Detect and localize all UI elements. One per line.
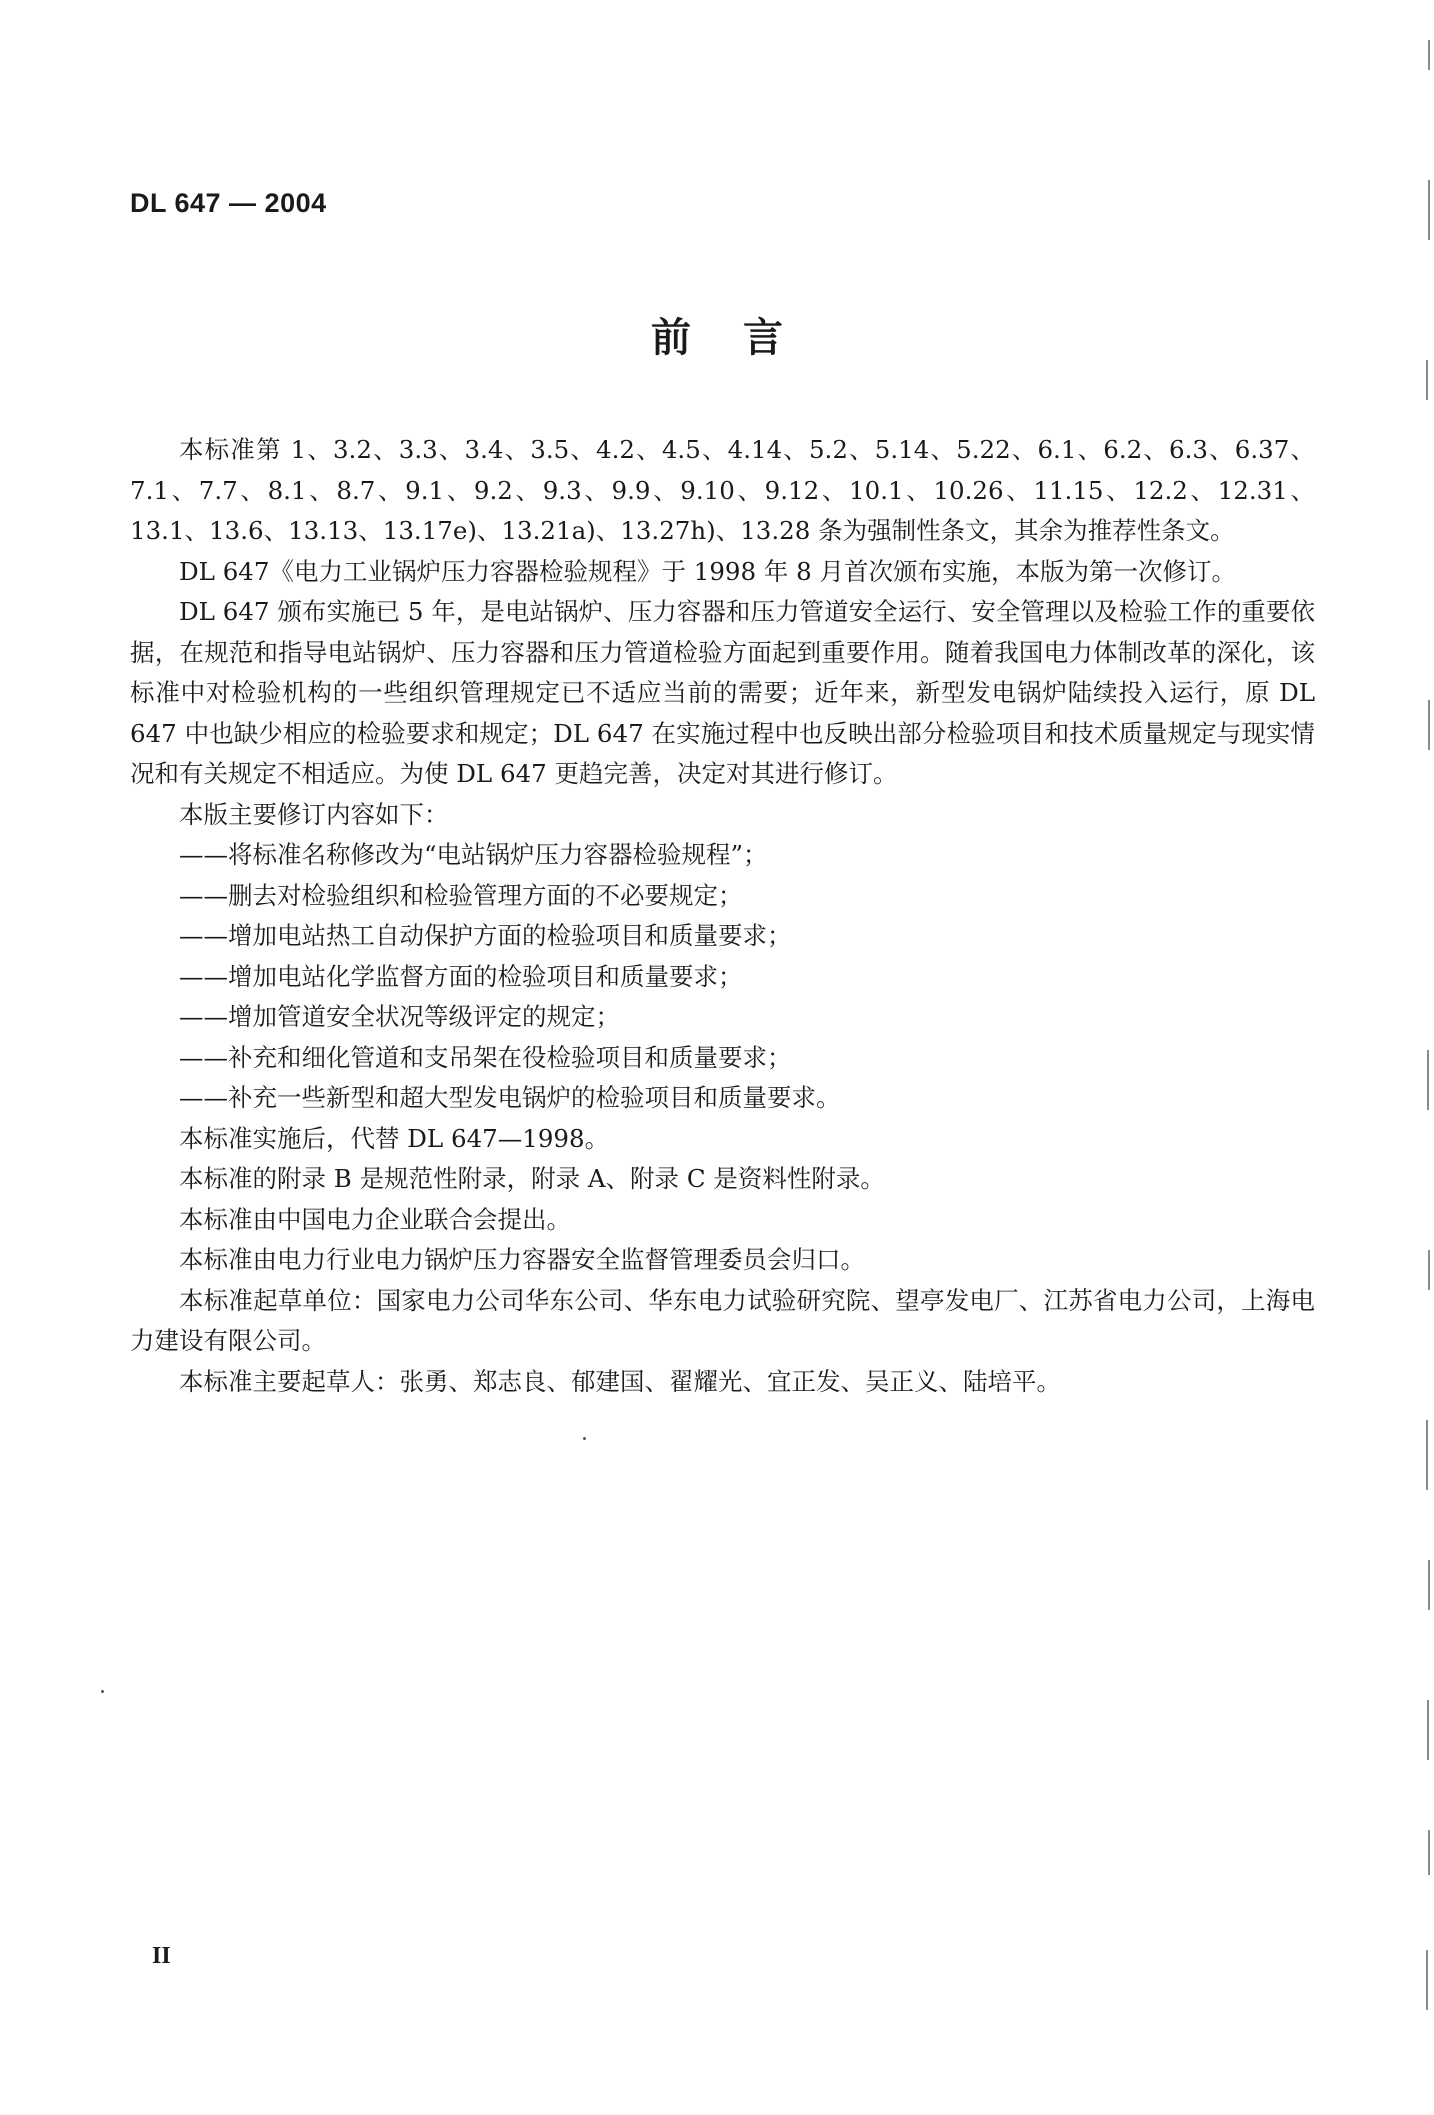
revision-list-item: ——增加电站热工自动保护方面的检验项目和质量要求； bbox=[179, 921, 792, 950]
paragraph-revision-reason: DL 647 颁布实施已 5 年，是电站锅炉、压力容器和压力管道安全运行、安全管理以及检验工作的重要依据，在规范和指导电站锅炉、压力容器和压力管道检验方面起到重要作用。随着我国电力体制改革的深化，该标准中对检验机构的一些组织管理规定已不适应当前的需要；近年来，新型发电锅炉陆续投入运行，原 DL 647 中也缺少相应的检验要求和规定；DL 647 在实施过程中也反映出部分检验项目和技术质量规定与现实情况和有关规定不相适应。为使 DL 647 更趋完善，决定对其进行修订。 bbox=[130, 597, 1315, 788]
page-number: II bbox=[152, 1943, 171, 1969]
paragraph-drafting-units: 本标准起草单位：国家电力公司华东公司、华东电力试验研究院、望亭发电厂、江苏省电力公司，上海电力建设有限公司。 bbox=[130, 1285, 1315, 1355]
paragraph-annexes: 本标准的附录 B 是规范性附录，附录 A、附录 C 是资料性附录。 bbox=[179, 1164, 885, 1193]
paragraph-drafters: 本标准主要起草人：张勇、郑志良、郁建国、翟耀光、宜正发、吴正义、陆培平。 bbox=[179, 1366, 1061, 1396]
document-code-header: DL 647 — 2004 bbox=[130, 188, 327, 218]
paragraph-responsible-body: 本标准由电力行业电力锅炉压力容器安全监督管理委员会归口。 bbox=[179, 1245, 865, 1274]
revision-list-item: ——删去对检验组织和检验管理方面的不必要规定； bbox=[179, 880, 743, 910]
revision-list-item: ——补充和细化管道和支吊架在役检验项目和质量要求； bbox=[179, 1042, 792, 1072]
revision-list-item: ——增加电站化学监督方面的检验项目和质量要求； bbox=[179, 961, 743, 991]
paragraph-revision-intro: 本版主要修订内容如下： bbox=[179, 799, 449, 829]
scan-speck bbox=[583, 1437, 586, 1440]
scan-speck bbox=[101, 1690, 104, 1693]
paragraph-mandatory-clauses: 本标准第 1、3.2、3.3、3.4、3.5、4.2、4.5、4.14、5.2、5.14、5.22、6.1、6.2、6.3、6.37、7.1、7.7、8.1、8.7、9.1、9.2、9.3、9.9、9.10、9.12、10.1、10.26、11.15、12.2、12.31、13.1、13.6、13.13、13.17e)、13.21a)、13.27h)、13.28 条为强制性条文，其余为推荐性条文。 bbox=[130, 435, 1315, 545]
paragraph-proposer: 本标准由中国电力企业联合会提出。 bbox=[179, 1204, 571, 1234]
page-title: 前言 bbox=[651, 315, 835, 361]
paragraph-first-issue: DL 647《电力工业锅炉压力容器检验规程》于 1998 年 8 月首次颁布实施，本版为第一次修订。 bbox=[179, 556, 1237, 586]
revision-list-item: ——补充一些新型和超大型发电锅炉的检验项目和质量要求。 bbox=[179, 1083, 841, 1112]
paragraph-replacement: 本标准实施后，代替 DL 647—1998。 bbox=[179, 1123, 610, 1153]
revision-list-item: ——增加管道安全状况等级评定的规定； bbox=[179, 1002, 620, 1031]
revision-list-item: ——将标准名称修改为“电站锅炉压力容器检验规程”； bbox=[179, 840, 768, 869]
foreword-body bbox=[130, 430, 1315, 1402]
